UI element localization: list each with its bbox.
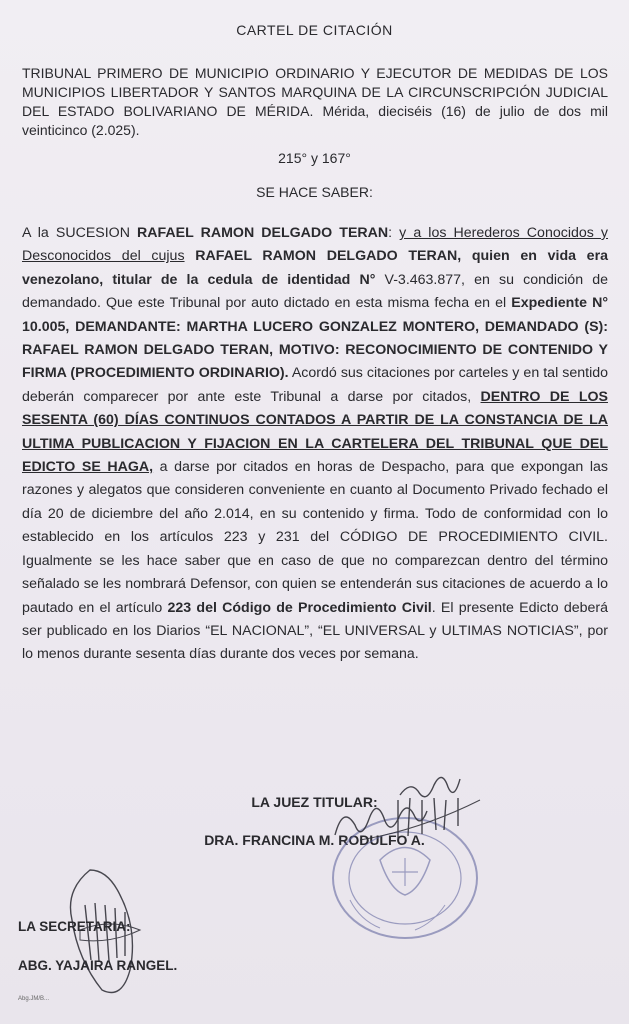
reference-years: 215° y 167° — [278, 150, 351, 166]
secretary-name: ABG. YAJAIRA RANGEL. — [18, 958, 178, 973]
body-bold: RAFAEL RAMON DELGADO TERAN, — [184, 248, 462, 265]
document-title: CARTEL DE CITACIÓN — [236, 22, 393, 38]
deadline-clause: DENTRO DE LOS SESENTA (60) DÍAS CONTINUOS CONTADOS A PARTIR DE LA CONSTANCIA DE LA ULTIMA PUBLICACION Y FIJACION EN LA CARTELERA DEL TRIBUNAL QUE DEL EDICTO SE HAGA, — [22, 388, 608, 476]
body-bold: quien en vida era venezolano, titular de la cedula de identidad N° — [22, 248, 608, 288]
judge-title: LA JUEZ TITULAR: — [251, 794, 378, 810]
body-text: . El presente Edicto deberá ser publicado en los Diarios “EL NACIONAL”, “EL UNIVERSAL y ULTIMAS NOTICIAS”, por lo menos durante sesenta días durante dos veces por semana. — [22, 599, 608, 663]
body-text: A la SUCESION — [22, 225, 138, 241]
body-text: V-3.463.877, en su condición de demandado. Que este Tribunal por auto dictado en esta misma fecha en el — [22, 271, 608, 312]
body-text: Acordó sus citaciones por carteles y en tal sentido deberán comparecer por ante este Tribunal a darse por citados, — [22, 365, 609, 405]
body-bold: 223 del Código de Procedimiento Civil — [167, 599, 432, 616]
se-hace-saber: SE HACE SABER: — [256, 184, 373, 200]
body-text: a darse por citados en horas de Despacho, para que expongan las razones y alegatos que consideren conveniente en cuanto al Documento Privado fechado el día 20 de diciembre del año 2.014, en su contenido y firma. Todo de conformidad con lo establecido en los artículos 223 y 231 del CÓDIGO DE PROCEDIMIENTO CIVIL. Igualmente se les hace saber que en caso de que no comparezcan dentro del término señalado se les nombrará Defensor, con quien se entenderán sus citaciones de acuerdo a lo pautado en el artículo — [22, 459, 608, 616]
initials-footnote: Abg.JM/B... — [18, 996, 50, 1002]
court-seal-stamp — [333, 818, 477, 938]
body-bold: RAFAEL RAMON DELGADO TERAN — [137, 225, 389, 241]
secretary-title: LA SECRETARIA: — [18, 919, 131, 934]
case-details: Expediente N° 10.005, DEMANDANTE: MARTHA LUCERO GONZALEZ MONTERO, DEMANDADO (S): RAFAEL RAMON DELGADO TERAN, MOTIVO: RECONOCIMIENTO DE CONTENIDO Y FIRMA (PROCEDIMIENTO ORDINARIO). — [22, 295, 608, 382]
judge-signature — [335, 777, 480, 840]
body-underlined: y a los Herederos Conocidos y Desconocidos del cujus — [22, 225, 609, 265]
court-name: TRIBUNAL PRIMERO DE MUNICIPIO ORDINARIO Y EJECUTOR DE MEDIDAS DE LOS MUNICIPIOS LIBERTADOR Y SANTOS MARQUINA DE LA CIRCUNSCRIPCIÓN JUDICIAL DEL ESTADO BOLIVARIANO DE MÉRIDA. — [22, 65, 608, 119]
secretary-signature — [70, 870, 140, 993]
body-text: : — [388, 225, 400, 241]
court-date: Mérida, dieciséis (16) de julio de dos mil veinticinco (2.025). — [22, 103, 609, 138]
judge-name: DRA. FRANCINA M. RODULFO A. — [204, 832, 425, 848]
